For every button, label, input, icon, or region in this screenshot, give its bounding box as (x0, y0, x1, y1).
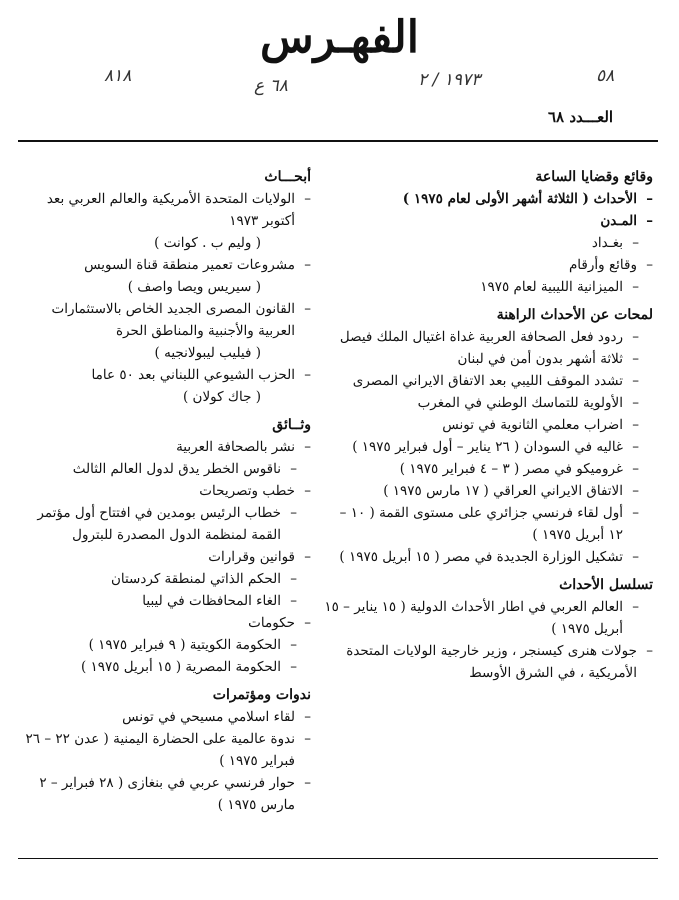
entry-title: حوار فرنسي عربي في بنغازى ( ٢٨ فبراير – ٢ مارس ١٩٧٥ ) (39, 775, 295, 813)
index-entry (11, 546, 311, 568)
entry-title: الأولوية للتماسك الوطني في المغرب (417, 395, 623, 411)
section-heading: ندوات ومؤتمرات (212, 687, 311, 703)
entry-title: قوانين وقرارات (208, 549, 295, 565)
handwritten-note-4: ٥٨ (596, 66, 615, 86)
handwritten-note-1: ٨١٨ (104, 66, 132, 86)
handwritten-note-3: ١٩٧٣ / ٢ (418, 70, 481, 90)
page-title: الفهـرس (259, 12, 420, 63)
index-entry (11, 254, 311, 298)
section-heading: تسلسل الأحداث (559, 577, 653, 593)
index-entry (323, 210, 653, 232)
issue-number: العـــدد ٦٨ (548, 108, 614, 126)
index-entry (11, 568, 311, 590)
entry-title: الغاء المحافظات في ليبيا (142, 593, 281, 609)
entry-title: القانون المصرى الجديد الخاص بالاستثمارات العربية والأجنبية والمناطق الحرة (51, 301, 295, 339)
index-entry (11, 772, 311, 816)
index-entry (11, 706, 311, 728)
entry-title: الولايات المتحدة الأمريكية والعالم العربي بعد أكتوبر ١٩٧٣ (46, 191, 295, 229)
index-entry (323, 232, 653, 254)
entry-title: العالم العربي في اطار الأحداث الدولية ( ١٥ يناير – ١٥ أبريل ١٩٧٥ ) (324, 599, 623, 637)
entry-title: غاليه في السودان ( ٢٦ يناير – أول فبراير ١٩٧٥ ) (352, 439, 623, 455)
entry-author: ( فيليب ليبولانجيه ) (154, 345, 261, 361)
index-entry (323, 326, 653, 348)
right-column (323, 160, 653, 684)
index-entry (323, 370, 653, 392)
index-entry (11, 656, 311, 678)
index-entry (323, 392, 653, 414)
entry-title: جولات هنرى كيسنجر ، وزير خارجية الولايات المتحدة الأمريكية ، في الشرق الأوسط (346, 643, 637, 681)
index-entry (323, 188, 653, 210)
entry-title: لقاء اسلامي مسيحي في تونس (122, 709, 295, 725)
entry-title: المـدن (600, 213, 637, 229)
entry-title: الحزب الشيوعي اللبناني بعد ٥٠ عاما (91, 367, 295, 383)
index-entry (323, 480, 653, 502)
index-entry (11, 436, 311, 458)
entry-title: ناقوس الخطر يدق لدول العالم الثالث (72, 461, 281, 477)
entry-title: غروميكو في مصر ( ٣ – ٤ فبراير ١٩٧٥ ) (399, 461, 623, 477)
index-entry (11, 480, 311, 502)
entry-author: ( سيريس ويصا واصف ) (127, 279, 261, 295)
entry-title: الأحداث ( الثلاثة أشهر الأولى لعام ١٩٧٥ ) (402, 191, 637, 207)
index-entry (323, 502, 653, 546)
index-entry (11, 634, 311, 656)
index-entry (323, 458, 653, 480)
index-entry (323, 596, 653, 640)
index-entry (323, 254, 653, 276)
entry-title: الحكم الذاتي لمنطقة كردستان (110, 571, 281, 587)
entry-title: تشكيل الوزارة الجديدة في مصر ( ١٥ أبريل ١٩٧٥ ) (339, 549, 623, 565)
entry-author: ( وليم ب . كوانت ) (154, 235, 261, 251)
entry-title: خطب وتصريحات (199, 483, 295, 499)
section-heading: وثــائق (272, 417, 311, 433)
entry-title: الحكومة الكويتية ( ٩ فبراير ١٩٧٥ ) (88, 637, 281, 653)
index-entry (11, 298, 311, 364)
entry-title: وقائع وأرقام (568, 257, 637, 273)
index-entry (11, 728, 311, 772)
left-column (11, 160, 311, 816)
index-entry (323, 546, 653, 568)
index-entry (11, 458, 311, 480)
entry-title: بغـداد (591, 235, 623, 251)
index-entry (323, 276, 653, 298)
entry-title: ردود فعل الصحافة العربية غداة اغتيال الملك فيصل (339, 329, 623, 345)
entry-title: حكومات (248, 615, 295, 631)
section-heading: أبحـــاث (264, 169, 311, 185)
bottom-divider (18, 858, 658, 859)
index-entry (11, 612, 311, 634)
entry-title: خطاب الرئيس بومدين في افتتاح أول مؤتمر القمة لمنظمة الدول المصدرة للبترول (37, 505, 281, 543)
entry-title: ندوة عالمية على الحضارة اليمنية ( عدن ٢٢ – ٢٦ فبراير ١٩٧٥ ) (25, 731, 295, 769)
entry-title: مشروعات تعمير منطقة قناة السويس (84, 257, 295, 273)
index-entry (11, 502, 311, 546)
entry-title: الاتفاق الايراني العراقي ( ١٧ مارس ١٩٧٥ ) (383, 483, 623, 499)
index-entry (11, 590, 311, 612)
entry-title: الحكومة المصرية ( ١٥ أبريل ١٩٧٥ ) (80, 659, 281, 675)
entry-title: نشر بالصحافة العربية (176, 439, 295, 455)
index-entry (323, 414, 653, 436)
entry-title: اضراب معلمي الثانوية في تونس (442, 417, 623, 433)
handwritten-note-2: ٦٨ ع (254, 76, 288, 96)
section-heading: وقائع وقضايا الساعة (535, 169, 653, 185)
entry-title: تشدد الموقف الليبي بعد الاتفاق الايراني المصرى (352, 373, 623, 389)
section-heading: لمحات عن الأحداث الراهنة (496, 307, 653, 323)
entry-title: أول لقاء فرنسي جزائري على مستوى القمة ( ١٠ – ١٢ أبريل ١٩٧٥ ) (339, 505, 623, 543)
index-entry (323, 436, 653, 458)
index-entry (323, 348, 653, 370)
entry-title: الميزانية الليبية لعام ١٩٧٥ (480, 279, 623, 295)
entry-title: ثلاثة أشهر بدون أمن في لبنان (457, 351, 623, 367)
index-entry (11, 364, 311, 408)
index-entry (323, 640, 653, 684)
top-divider (18, 140, 658, 142)
entry-author: ( جاك كولان ) (182, 389, 261, 405)
index-entry (11, 188, 311, 254)
